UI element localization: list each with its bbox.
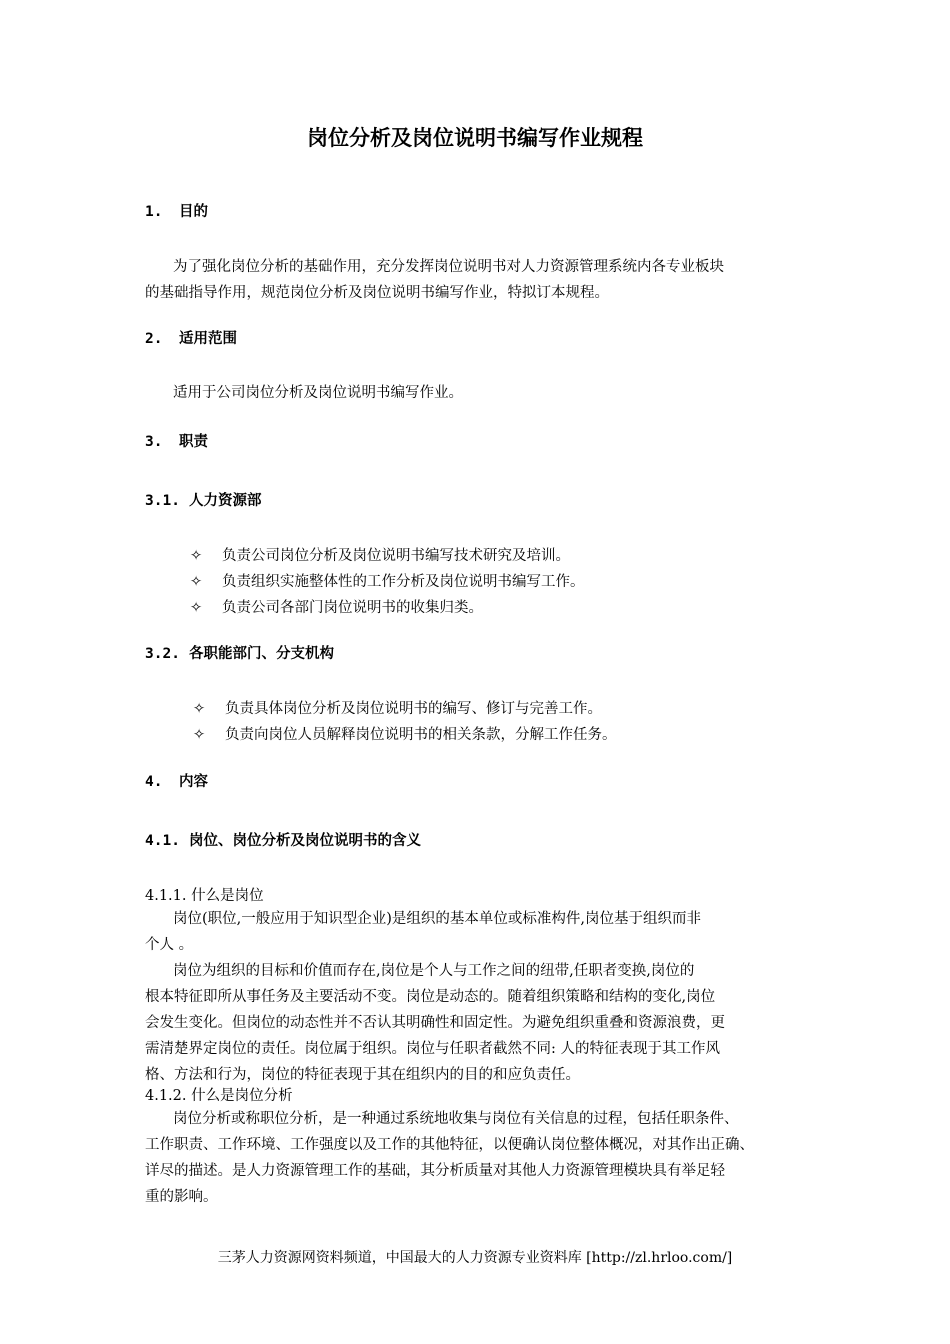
- section-4-1-heading: [145, 829, 421, 850]
- section-title: 岗位、岗位分析及岗位说明书的含义: [189, 833, 421, 849]
- paragraph-line: 为了强化岗位分析的基础作用，充分发挥岗位说明书对人力资源管理系统内各专业板块: [173, 259, 724, 275]
- list-item-text: 负责公司各部门岗位说明书的收集归类。: [222, 600, 483, 616]
- section-3-heading: [145, 430, 208, 451]
- list-item: [190, 570, 585, 591]
- paragraph-line: 工作职责、工作环境、工作强度以及工作的其他特征，以便确认岗位整体概况，对其作出正确、: [145, 1137, 754, 1153]
- section-number: 3.1.: [145, 493, 180, 509]
- section-1-paragraph: [145, 254, 815, 306]
- section-2-paragraph: [145, 380, 815, 406]
- section-title: 人力资源部: [189, 493, 262, 509]
- section-number: 4.: [145, 774, 163, 790]
- section-3-1-heading: [145, 489, 262, 510]
- list-item: [190, 544, 570, 565]
- bullet-icon: ✧: [193, 727, 206, 743]
- section-4-1-1-paragraph-1: [145, 906, 815, 958]
- paragraph-line: 格、方法和行为，岗位的特征表现于其在组织内的目的和应负责任。: [145, 1067, 580, 1083]
- list-item-text: 负责组织实施整体性的工作分析及岗位说明书编写工作。: [222, 574, 585, 590]
- section-number: 3.2.: [145, 646, 180, 662]
- paragraph-line: 个人 。: [145, 937, 194, 953]
- list-item: [190, 596, 483, 617]
- section-title: 职责: [179, 434, 208, 450]
- paragraph-line: 岗位为组织的目标和价值而存在,岗位是个人与工作之间的纽带,任职者变换,岗位的: [173, 963, 695, 979]
- section-number: 4.1.: [145, 833, 180, 849]
- list-item: [193, 697, 602, 718]
- bullet-icon: ✧: [190, 548, 203, 564]
- paragraph-line: 重的影响。: [145, 1189, 218, 1205]
- page-footer: 三茅人力资源网资料频道，中国最大的人力资源专业资料库 [http://zl.hrloo.com/]: [217, 1250, 733, 1266]
- list-item-text: 负责公司岗位分析及岗位说明书编写技术研究及培训。: [222, 548, 570, 564]
- bullet-icon: ✧: [190, 600, 203, 616]
- paragraph-line: 适用于公司岗位分析及岗位说明书编写作业。: [173, 385, 463, 401]
- paragraph-line: 会发生变化。但岗位的动态性并不否认其明确性和固定性。为避免组织重叠和资源浪费，更: [145, 1015, 725, 1031]
- bullet-icon: ✧: [193, 701, 206, 717]
- bullet-icon: ✧: [190, 574, 203, 590]
- paragraph-line: 根本特征即所从事任务及主要活动不变。岗位是动态的。随着组织策略和结构的变化,岗位: [145, 989, 716, 1005]
- list-item-text: 负责具体岗位分析及岗位说明书的编写、修订与完善工作。: [225, 701, 602, 717]
- section-1-heading: [145, 200, 208, 221]
- section-number: 3.: [145, 434, 163, 450]
- section-title: 各职能部门、分支机构: [189, 646, 334, 662]
- document-title: 岗位分析及岗位说明书编写作业规程: [307, 126, 643, 150]
- section-4-1-1-paragraph-2: [145, 958, 815, 1088]
- paragraph-line: 的基础指导作用，规范岗位分析及岗位说明书编写作业，特拟订本规程。: [145, 285, 609, 301]
- section-title: 目的: [179, 204, 208, 220]
- section-2-heading: [145, 327, 237, 348]
- section-3-2-heading: [145, 642, 334, 663]
- paragraph-line: 岗位(职位,一般应用于知识型企业)是组织的基本单位或标准构件,岗位基于组织而非: [173, 911, 702, 927]
- list-item-text: 负责向岗位人员解释岗位说明书的相关条款，分解工作任务。: [225, 727, 617, 743]
- section-4-heading: [145, 770, 208, 791]
- paragraph-line: 岗位分析或称职位分析，是一种通过系统地收集与岗位有关信息的过程，包括任职条件、: [173, 1111, 739, 1127]
- section-4-1-2-heading: 4.1.2. 什么是岗位分析: [145, 1088, 293, 1104]
- section-4-1-2-paragraph: [145, 1106, 815, 1210]
- section-number: 1.: [145, 204, 163, 220]
- paragraph-line: 需清楚界定岗位的责任。岗位属于组织。岗位与任职者截然不同: 人的特征表现于其工作风: [145, 1041, 720, 1057]
- section-title: 内容: [179, 774, 208, 790]
- section-title: 适用范围: [179, 331, 237, 347]
- section-4-1-1-heading: 4.1.1. 什么是岗位: [145, 888, 264, 904]
- paragraph-line: 详尽的描述。是人力资源管理工作的基础，其分析质量对其他人力资源管理模块具有举足轻: [145, 1163, 725, 1179]
- list-item: [193, 723, 617, 744]
- section-number: 2.: [145, 331, 163, 347]
